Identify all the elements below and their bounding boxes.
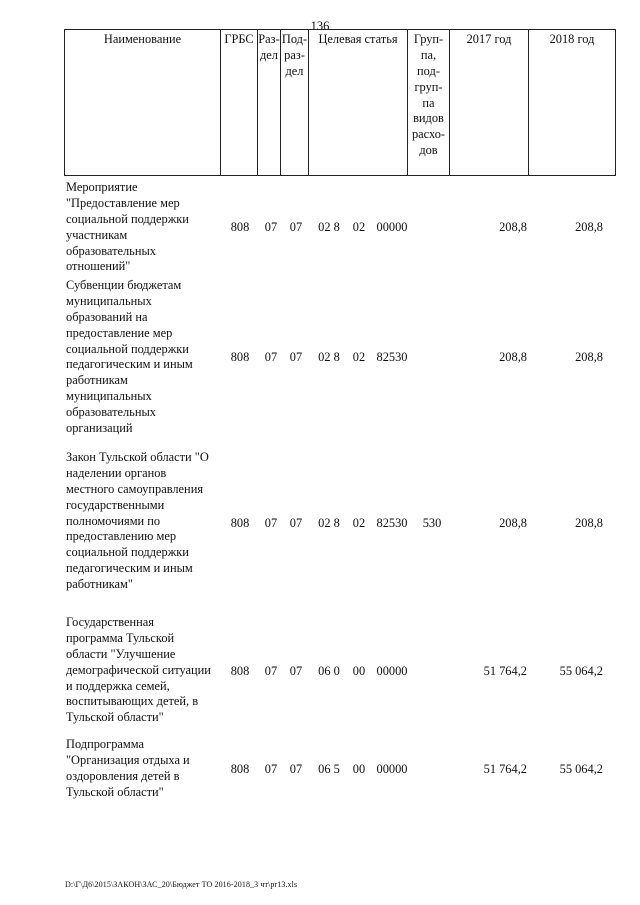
row-target-program: 06 5: [318, 762, 340, 776]
table-row: [0, 450, 640, 602]
header-name: Наименование: [65, 30, 221, 175]
table-header: [64, 29, 616, 176]
row-value-2017: 208,8: [499, 220, 527, 234]
row-grbs: 808: [230, 350, 250, 364]
row-target-direction: 82530: [376, 350, 408, 364]
row-grbs: 808: [230, 220, 250, 234]
row-value-2018: 208,8: [575, 516, 603, 530]
table-row: [0, 180, 640, 275]
row-subsection: 07: [289, 762, 303, 776]
table-row: [0, 615, 640, 730]
row-name: Закон Тульской области "О наделении органов местного самоуправления государственными полномочиями по предоставлению мер социальной поддержки педагогическим и иным работникам": [66, 450, 209, 591]
row-section: 07: [264, 516, 278, 530]
row-target-subprogram: 02: [352, 220, 366, 234]
row-section: 07: [264, 762, 278, 776]
row-value-2017: 51 764,2: [483, 762, 527, 776]
row-subsection: 07: [289, 516, 303, 530]
row-name: Подпрограмма "Организация отдыха и оздоровления детей в Тульской области": [66, 737, 190, 799]
row-expense-group: 530: [422, 516, 442, 530]
row-target-subprogram: 00: [352, 664, 366, 678]
row-target-direction: 00000: [376, 664, 408, 678]
row-target-subprogram: 02: [352, 350, 366, 364]
header-section: Раз- дел: [258, 30, 281, 175]
file-path-footer: D:\Г\Д6\2015\ЗАКОН\ЗАС_20\Бюджет ТО 2016-2018_3 чт\pr13.xls: [65, 880, 298, 889]
row-subsection: 07: [289, 350, 303, 364]
header-grbs: ГРБС: [221, 30, 258, 175]
header-target-article: Целевая статья: [309, 30, 408, 175]
row-target-subprogram: 02: [352, 516, 366, 530]
header-subsection: Под- раз- дел: [281, 30, 309, 175]
row-value-2018: 208,8: [575, 220, 603, 234]
table-row: [0, 278, 640, 438]
page-number: 136: [310, 19, 330, 33]
row-target-program: 02 8: [318, 516, 340, 530]
row-subsection: 07: [289, 664, 303, 678]
header-2017: 2017 год: [450, 30, 529, 175]
row-target-subprogram: 00: [352, 762, 366, 776]
row-subsection: 07: [289, 220, 303, 234]
row-name: Субвенции бюджетам муниципальных образований на предоставление мер социальной поддержки педагогическим и иным работникам муниципальных образовательных организаций: [66, 278, 193, 435]
row-grbs: 808: [230, 664, 250, 678]
row-target-program: 06 0: [318, 664, 340, 678]
row-section: 07: [264, 350, 278, 364]
row-name: Государственная программа Тульской области "Улучшение демографической ситуации и поддержка семей, воспитывающих детей, в Тульской области": [66, 615, 211, 725]
header-expense-group: Груп- па, под- груп- па видов расхо- дов: [408, 30, 450, 175]
row-grbs: 808: [230, 762, 250, 776]
row-value-2018: 208,8: [575, 350, 603, 364]
row-target-direction: 00000: [376, 762, 408, 776]
row-target-direction: 82530: [376, 516, 408, 530]
row-value-2017: 208,8: [499, 350, 527, 364]
row-value-2018: 55 064,2: [559, 664, 603, 678]
table-row: [0, 737, 640, 809]
row-target-program: 02 8: [318, 220, 340, 234]
row-grbs: 808: [230, 516, 250, 530]
row-name: Мероприятие "Предоставление мер социальной поддержки участникам образовательных отношений": [66, 180, 189, 274]
row-target-direction: 00000: [376, 220, 408, 234]
row-value-2017: 208,8: [499, 516, 527, 530]
row-value-2017: 51 764,2: [483, 664, 527, 678]
header-2018: 2018 год: [549, 32, 595, 46]
row-target-program: 02 8: [318, 350, 340, 364]
row-value-2018: 55 064,2: [559, 762, 603, 776]
row-section: 07: [264, 664, 278, 678]
row-section: 07: [264, 220, 278, 234]
